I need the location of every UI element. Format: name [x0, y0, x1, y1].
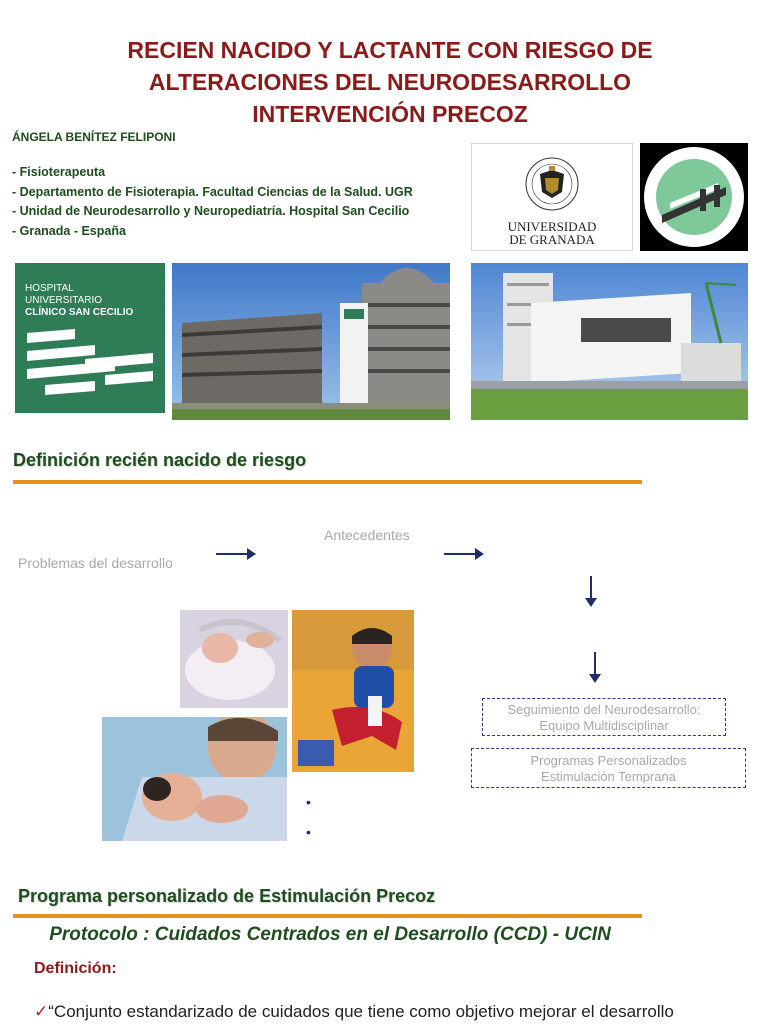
arrow-right-icon — [444, 553, 482, 555]
definition-quote — [34, 1002, 674, 1022]
faculty-building-photo — [471, 263, 748, 420]
affiliation-item: - Granada - España — [12, 223, 126, 238]
programas-box — [471, 748, 746, 788]
section-title-definition: Definición recién nacido de riesgo — [13, 450, 307, 470]
section-divider — [13, 480, 642, 484]
arrow-down-icon — [590, 576, 592, 604]
hospital-building-photo — [172, 263, 450, 420]
bullet-point: • — [306, 794, 311, 810]
faculty-seal-icon — [640, 143, 748, 251]
protocol-heading: Protocolo : Cuidados Centrados en el Desarrollo (CCD) - UCIN — [49, 924, 611, 945]
section-title-programa: Programa personalizado de Estimulación Precoz — [18, 886, 436, 906]
definition-label: Definición: — [34, 960, 117, 977]
skin-to-skin-photo — [102, 717, 287, 841]
seguimiento-line1: Seguimiento del Neurodesarrollo: — [507, 702, 701, 717]
ugr-name-line1: UNIVERSIDAD — [507, 219, 597, 234]
faculty-logo — [640, 143, 748, 251]
hospital-logo — [15, 263, 165, 413]
ugr-name-line2: DE GRANADA — [509, 232, 595, 247]
problemas-label: Problemas del desarrollo — [18, 555, 173, 571]
poster-title — [0, 34, 768, 130]
arrow-right-icon — [216, 553, 254, 555]
title-line-2: ALTERACIONES DEL NEURODESARROLLO — [148, 69, 632, 95]
programas-line2: Estimulación Temprana — [541, 769, 676, 784]
title-line-1: RECIEN NACIDO Y LACTANTE CON RIESGO DE — [127, 37, 653, 63]
hospital-name-line2: UNIVERSITARIO — [25, 295, 103, 306]
arrow-down-icon — [594, 652, 596, 680]
affiliation-item: - Fisioterapeuta — [12, 165, 106, 179]
seguimiento-box — [482, 698, 726, 736]
seguimiento-line2: Equipo Multidisciplinar — [539, 718, 669, 733]
affiliation-item: - Departamento de Fisioterapia. Facultad Ciencias de la Salud. UGR — [12, 184, 413, 199]
incubator-baby-photo — [180, 610, 288, 708]
ugr-logo — [471, 143, 633, 251]
bullet-point: • — [306, 824, 311, 840]
affiliation-item: - Unidad de Neurodesarrollo y Neuropediatría. Hospital San Cecilio — [12, 204, 410, 218]
author-name: ÁNGELA BENÍTEZ FELIPONI — [12, 130, 176, 144]
hospital-emblem-icon — [25, 329, 155, 399]
hospital-name-line3: CLÍNICO SAN CECILIO — [25, 307, 134, 318]
child-playing-photo — [292, 610, 414, 772]
section-divider — [13, 914, 642, 918]
programas-line1: Programas Personalizados — [530, 753, 687, 768]
title-line-3: INTERVENCIÓN PRECOZ — [252, 101, 528, 127]
antecedentes-label: Antecedentes — [324, 527, 410, 543]
affiliation-list — [12, 163, 413, 241]
hospital-name-line1: HOSPITAL — [25, 283, 74, 294]
definition-quote-text: “Conjunto estandarizado de cuidados que tiene como objetivo mejorar el desarrollo — [48, 1002, 674, 1021]
checkmark-icon: ✓ — [34, 1002, 49, 1021]
